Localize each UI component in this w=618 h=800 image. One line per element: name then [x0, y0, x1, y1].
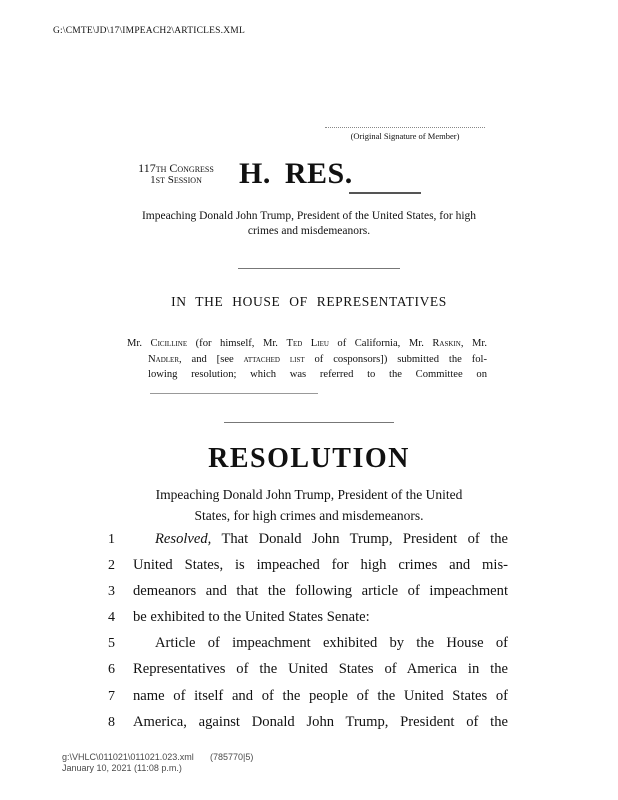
body-line — [99, 583, 508, 609]
sponsor-text: of California, Mr. — [328, 338, 433, 349]
line-number: 4 — [108, 610, 115, 626]
line-text — [133, 531, 508, 548]
line-text: Article of impeachment exhibited by the House of — [155, 635, 508, 652]
signature-dotted-line — [325, 119, 485, 128]
sponsor-line — [148, 352, 487, 368]
body-line — [99, 714, 508, 740]
sponsor-paragraph — [127, 336, 487, 383]
horizontal-rule — [224, 422, 394, 423]
line-text: demeanors and that the following article of impeachment — [133, 583, 508, 600]
body-line — [99, 635, 508, 661]
body-line — [99, 688, 508, 714]
footer-date: January 10, 2021 (11:08 p.m.) — [62, 763, 182, 773]
line-number: 3 — [108, 584, 115, 600]
line-text: United States, is impeached for high crimes and mis- — [133, 557, 508, 574]
line-text: be exhibited to the United States Senate: — [133, 609, 370, 626]
measure-title-line1: Impeaching Donald John Trump, President of the United States, for high — [141, 210, 477, 222]
sponsor-text: (for himself, Mr. — [187, 338, 287, 349]
body-line — [99, 661, 508, 687]
footer-file-path: g:\VHLC\011021\011021.023.xml — [62, 752, 194, 762]
resolved-lead: Resolved, — [155, 531, 212, 547]
session-number: 1st Session — [150, 174, 202, 186]
committee-blank-line — [150, 385, 318, 394]
resolution-body — [99, 531, 508, 740]
sponsor-text: lowing resolution; which was referred to the Committee on — [148, 369, 487, 380]
line-text: Representatives of the United States of America in the — [133, 661, 508, 678]
sponsor-text: Mr. — [127, 338, 151, 349]
resolution-title-line2: States, for high crimes and misdemeanors. — [194, 508, 424, 523]
bill-type-label: H. RES. — [239, 157, 353, 190]
sponsor-text: attached list — [243, 353, 305, 365]
line-number: 1 — [108, 532, 115, 547]
signature-block — [325, 119, 485, 141]
sponsor-name: Ted Lieu — [286, 338, 329, 349]
sponsor-name: Nadler — [148, 353, 179, 365]
resolution-title-line1: Impeaching Donald John Trump, President of the United — [155, 487, 463, 502]
sponsor-text: , Mr. — [460, 338, 487, 349]
horizontal-rule — [238, 268, 400, 269]
line-text: name of itself and of the people of the United States of — [133, 687, 508, 704]
line-number: 6 — [108, 662, 115, 678]
footer-print-code: (785770|5) — [210, 752, 254, 762]
line-number: 7 — [108, 688, 115, 704]
header-xml-path: G:\CMTE\JD\17\IMPEACH2\ARTICLES.XML — [53, 26, 245, 36]
print-footer — [62, 752, 253, 774]
body-line — [99, 557, 508, 583]
signature-caption: (Original Signature of Member) — [350, 131, 460, 141]
house-heading: IN THE HOUSE OF REPRESENTATIVES — [171, 294, 447, 309]
congress-number: 117th Congress — [138, 161, 214, 175]
line-number: 8 — [108, 714, 115, 730]
congress-session-block — [114, 162, 238, 186]
measure-title-line2: crimes and misdemeanors. — [247, 225, 371, 237]
footer-row — [62, 752, 253, 763]
measure-title — [108, 209, 510, 239]
sponsor-line — [148, 367, 487, 383]
line-text: America, against Donald John Trump, President of the — [133, 713, 508, 730]
sponsor-text: of cosponsors]) submitted the fol- — [304, 353, 487, 365]
resolution-title — [99, 484, 519, 526]
body-line — [99, 609, 508, 635]
bill-number-blank-line — [349, 192, 421, 194]
sponsor-line — [127, 336, 487, 352]
sponsor-name: Cicilline — [150, 338, 188, 349]
body-line — [99, 531, 508, 557]
line-number: 5 — [108, 636, 115, 652]
sponsor-name: Raskin — [432, 338, 461, 349]
sponsor-text: , and [see — [178, 353, 244, 365]
line-number: 2 — [108, 558, 115, 574]
resolution-heading: RESOLUTION — [208, 443, 410, 474]
line-text-rest: That Donald John Trump, President of the — [211, 531, 508, 547]
